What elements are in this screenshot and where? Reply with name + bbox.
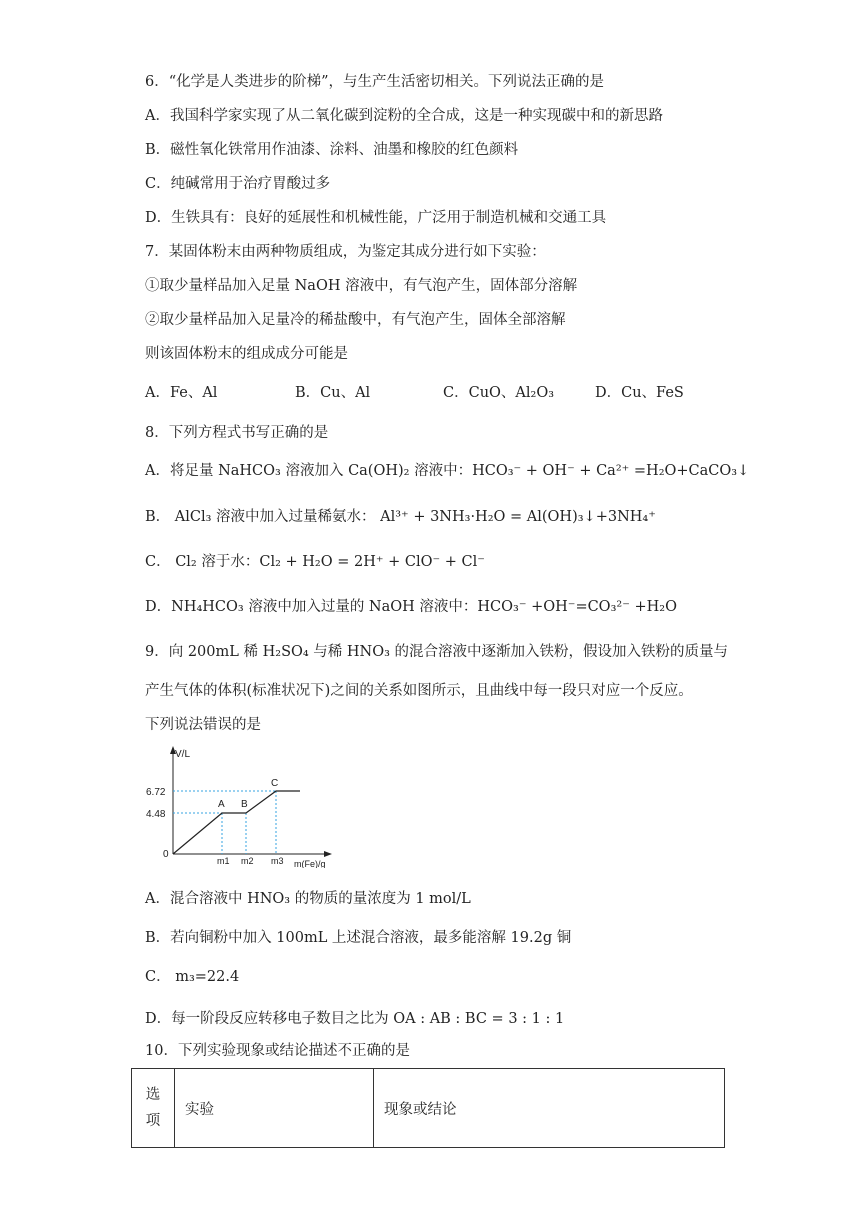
- q9-volume-mass-chart: [140, 738, 340, 868]
- q9-stem-line2: 产生气体的体积(标准状况下)之间的关系如图所示，且曲线中每一段只对应一个反应。: [145, 683, 693, 699]
- y-tick-6-72: 6.72: [146, 787, 166, 798]
- q7-option-a: A．Fe、Al: [145, 385, 218, 401]
- q6-option-d: D．生铁具有：良好的延展性和机械性能，广泛用于制造机械和交通工具: [145, 210, 607, 226]
- q6-option-b: B．磁性氧化铁常用作油漆、涂料、油墨和橡胶的红色颜料: [145, 142, 519, 158]
- q8-option-d: D．NH₄HCO₃ 溶液中加入过量的 NaOH 溶液中：HCO₃⁻ +OH⁻=CO₃²⁻ +H₂O: [145, 599, 677, 615]
- x-tick-m3: m3: [271, 856, 284, 866]
- point-label-a: A: [218, 799, 225, 810]
- q9-option-c: C． m₃=22.4: [145, 969, 240, 985]
- q8-option-b: B． AlCl₃ 溶液中加入过量稀氨水： Al³⁺ + 3NH₃·H₂O = Al(OH)₃↓+3NH₄⁺: [145, 509, 656, 525]
- q7-step-2: ②取少量样品加入足量冷的稀盐酸中，有气泡产生，固体全部溶解: [145, 312, 566, 328]
- x-axis-label: m(Fe)/g: [294, 859, 326, 868]
- x-tick-m1: m1: [217, 856, 230, 866]
- point-label-c: C: [271, 778, 279, 789]
- y-tick-4-48: 4.48: [146, 809, 166, 820]
- q10-table: [131, 1068, 725, 1148]
- q9-option-d: D．每一阶段反应转移电子数目之比为 OA : AB : BC = 3 : 1 : 1: [145, 1011, 565, 1027]
- header-experiment: 实验: [175, 1069, 374, 1148]
- q6-stem: 6．“化学是人类进步的阶梯”，与生产生活密切相关。下列说法正确的是: [145, 74, 605, 90]
- q9-stem-line3: 下列说法错误的是: [145, 717, 261, 733]
- q7-options: [145, 383, 684, 403]
- q8-option-c: C． Cl₂ 溶于水：Cl₂ + H₂O = 2H⁺ + ClO⁻ + Cl⁻: [145, 554, 485, 570]
- q6-option-a: A．我国科学家实现了从二氧化碳到淀粉的全合成，这是一种实现碳中和的新思路: [145, 108, 663, 124]
- q9-option-b: B．若向铜粉中加入 100mL 上述混合溶液，最多能溶解 19.2g 铜: [145, 930, 572, 946]
- q8-option-a: A．将足量 NaHCO₃ 溶液加入 Ca(OH)₂ 溶液中：HCO₃⁻ + OH⁻ + Ca²⁺ =H₂O+CaCO₃↓: [145, 463, 750, 479]
- q8-stem: 8．下列方程式书写正确的是: [145, 425, 329, 441]
- q9-option-a: A．混合溶液中 HNO₃ 的物质的量浓度为 1 mol/L: [145, 891, 471, 907]
- table-header-row: [132, 1069, 725, 1148]
- x-tick-m2: m2: [241, 856, 254, 866]
- point-label-b: B: [241, 799, 248, 810]
- q7-option-d: D．Cu、FeS: [595, 385, 684, 401]
- q7-question: 则该固体粉末的组成成分可能是: [145, 346, 348, 362]
- q7-stem: 7．某固体粉末由两种物质组成，为鉴定其成分进行如下实验：: [145, 244, 546, 260]
- data-curve: [173, 791, 300, 854]
- q9-stem-line1: 9．向 200mL 稀 H₂SO₄ 与稀 HNO₃ 的混合溶液中逐渐加入铁粉，假设加入铁粉的质量与: [145, 644, 729, 660]
- header-phenomenon: 现象或结论: [374, 1069, 725, 1148]
- q7-option-c: C．CuO、Al₂O₃: [443, 385, 555, 401]
- origin-label: 0: [163, 849, 169, 860]
- q7-option-b: B．Cu、Al: [295, 385, 371, 401]
- x-axis-arrow: [324, 851, 332, 857]
- q7-step-1: ①取少量样品加入足量 NaOH 溶液中，有气泡产生，固体部分溶解: [145, 278, 578, 294]
- q10-stem: 10．下列实验现象或结论描述不正确的是: [145, 1043, 410, 1059]
- q6-option-c: C．纯碱常用于治疗胃酸过多: [145, 176, 331, 192]
- header-option: 选项: [132, 1069, 175, 1148]
- y-axis-label: V/L: [175, 749, 191, 760]
